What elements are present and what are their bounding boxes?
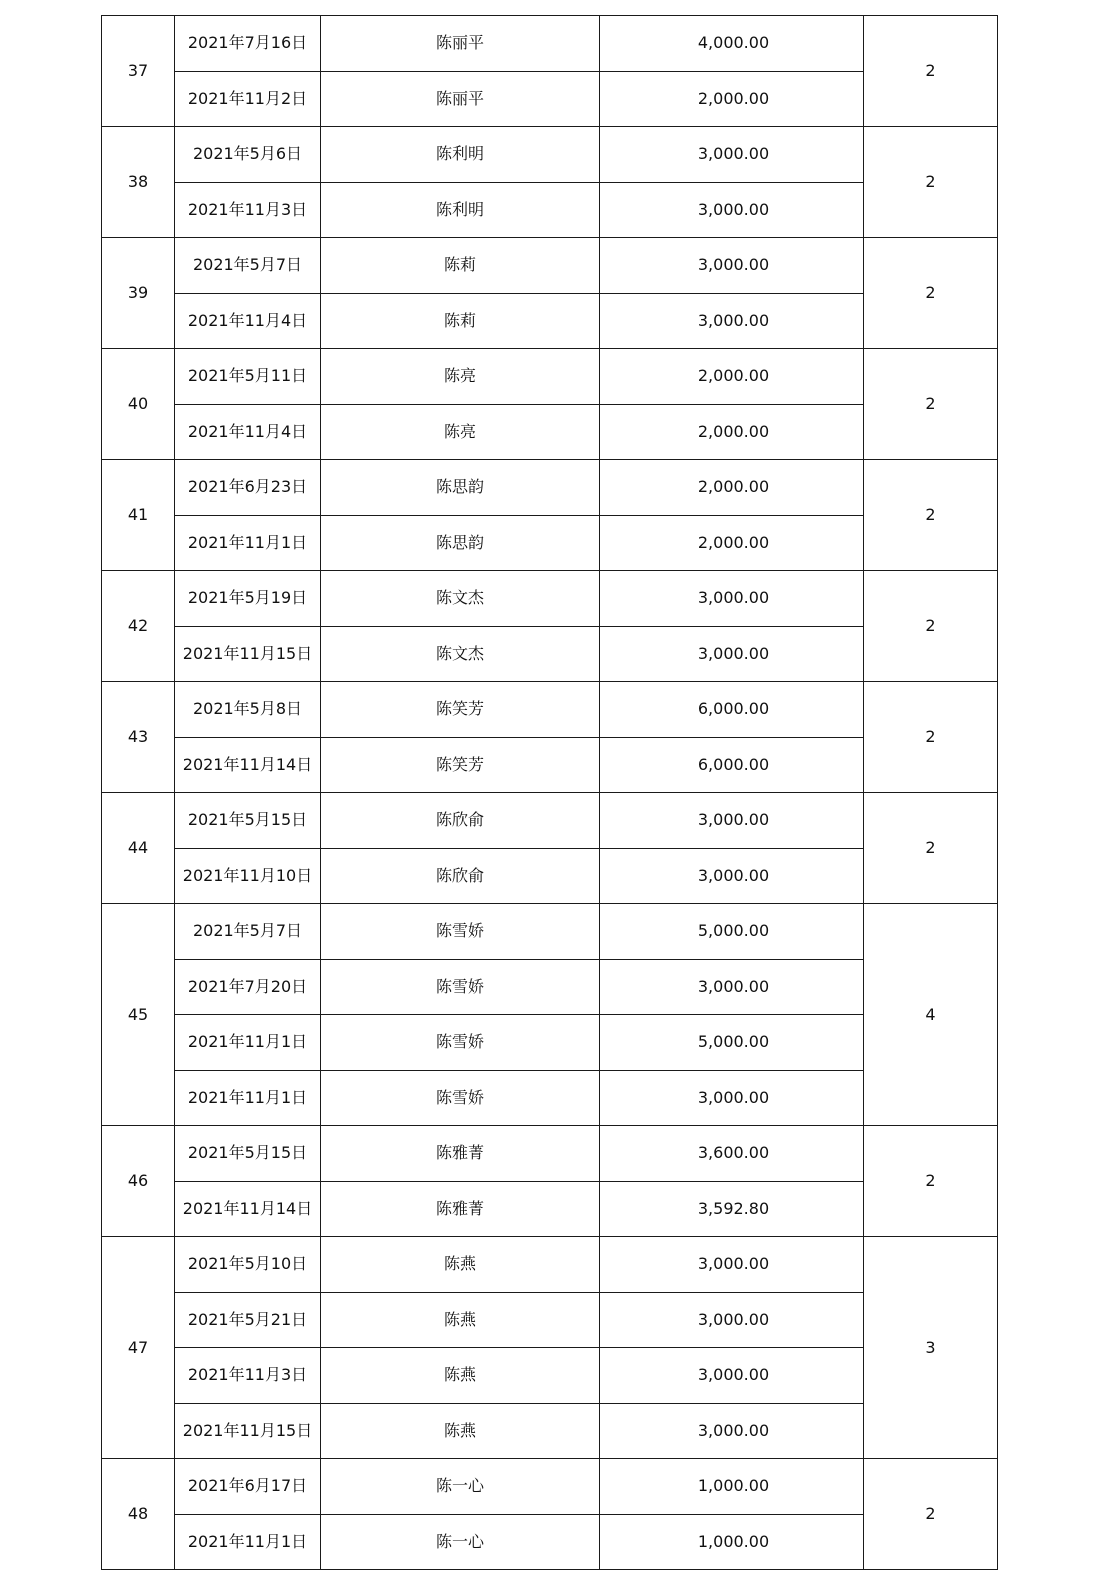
amount-cell: 3,592.80	[600, 1181, 864, 1237]
table-row	[102, 127, 998, 183]
table-row	[102, 571, 998, 627]
date-cell: 2021年11月1日	[175, 515, 321, 571]
date-cell: 2021年5月15日	[175, 1126, 321, 1182]
date-cell: 2021年5月8日	[175, 682, 321, 738]
table-row	[102, 682, 998, 738]
date-cell: 2021年11月14日	[175, 737, 321, 793]
date-cell: 2021年5月10日	[175, 1237, 321, 1293]
table-row	[102, 293, 998, 349]
table-row	[102, 1237, 998, 1293]
date-cell: 2021年11月1日	[175, 1015, 321, 1071]
date-cell: 2021年11月1日	[175, 1070, 321, 1126]
amount-cell: 3,000.00	[600, 238, 864, 294]
amount-cell: 6,000.00	[600, 737, 864, 793]
amount-cell: 3,000.00	[600, 182, 864, 238]
date-cell: 2021年11月10日	[175, 848, 321, 904]
name-cell: 陈雅菁	[321, 1181, 600, 1237]
table-row	[102, 182, 998, 238]
date-cell: 2021年11月2日	[175, 71, 321, 127]
records-table	[101, 15, 998, 1570]
date-cell: 2021年11月3日	[175, 182, 321, 238]
name-cell: 陈雪娇	[321, 1015, 600, 1071]
group-count-cell: 2	[864, 1126, 998, 1237]
name-cell: 陈雅菁	[321, 1126, 600, 1182]
name-cell: 陈思韵	[321, 460, 600, 516]
table-row	[102, 793, 998, 849]
group-count-cell: 2	[864, 349, 998, 460]
name-cell: 陈文杰	[321, 626, 600, 682]
date-cell: 2021年5月7日	[175, 238, 321, 294]
amount-cell: 3,000.00	[600, 959, 864, 1015]
date-cell: 2021年11月1日	[175, 1514, 321, 1570]
amount-cell: 5,000.00	[600, 904, 864, 960]
date-cell: 2021年11月15日	[175, 626, 321, 682]
amount-cell: 3,000.00	[600, 127, 864, 183]
group-index-cell: 43	[102, 682, 175, 793]
name-cell: 陈笑芳	[321, 737, 600, 793]
group-index-cell: 38	[102, 127, 175, 238]
group-index-cell: 47	[102, 1237, 175, 1459]
amount-cell: 3,000.00	[600, 793, 864, 849]
name-cell: 陈丽平	[321, 16, 600, 72]
table-row	[102, 848, 998, 904]
date-cell: 2021年6月17日	[175, 1459, 321, 1515]
amount-cell: 3,000.00	[600, 1348, 864, 1404]
name-cell: 陈燕	[321, 1237, 600, 1293]
name-cell: 陈燕	[321, 1348, 600, 1404]
amount-cell: 3,000.00	[600, 1237, 864, 1293]
table-row	[102, 737, 998, 793]
date-cell: 2021年5月11日	[175, 349, 321, 405]
amount-cell: 3,000.00	[600, 848, 864, 904]
name-cell: 陈利明	[321, 127, 600, 183]
name-cell: 陈文杰	[321, 571, 600, 627]
date-cell: 2021年7月16日	[175, 16, 321, 72]
amount-cell: 3,600.00	[600, 1126, 864, 1182]
table-row	[102, 1126, 998, 1182]
amount-cell: 1,000.00	[600, 1514, 864, 1570]
group-count-cell: 2	[864, 571, 998, 682]
group-index-cell: 48	[102, 1459, 175, 1570]
name-cell: 陈一心	[321, 1514, 600, 1570]
name-cell: 陈欣俞	[321, 848, 600, 904]
group-index-cell: 44	[102, 793, 175, 904]
group-count-cell: 2	[864, 238, 998, 349]
date-cell: 2021年11月14日	[175, 1181, 321, 1237]
group-count-cell: 2	[864, 793, 998, 904]
table-row	[102, 16, 998, 72]
group-index-cell: 46	[102, 1126, 175, 1237]
date-cell: 2021年11月4日	[175, 293, 321, 349]
table-row	[102, 404, 998, 460]
amount-cell: 2,000.00	[600, 71, 864, 127]
date-cell: 2021年5月19日	[175, 571, 321, 627]
group-count-cell: 2	[864, 1459, 998, 1570]
name-cell: 陈笑芳	[321, 682, 600, 738]
records-table-body	[102, 16, 998, 1570]
amount-cell: 2,000.00	[600, 349, 864, 405]
table-row	[102, 626, 998, 682]
table-row	[102, 1070, 998, 1126]
name-cell: 陈莉	[321, 293, 600, 349]
name-cell: 陈思韵	[321, 515, 600, 571]
group-count-cell: 3	[864, 1237, 998, 1459]
amount-cell: 3,000.00	[600, 1403, 864, 1459]
name-cell: 陈亮	[321, 404, 600, 460]
table-row	[102, 904, 998, 960]
amount-cell: 3,000.00	[600, 571, 864, 627]
date-cell: 2021年6月23日	[175, 460, 321, 516]
group-index-cell: 40	[102, 349, 175, 460]
amount-cell: 2,000.00	[600, 460, 864, 516]
amount-cell: 3,000.00	[600, 626, 864, 682]
group-count-cell: 2	[864, 16, 998, 127]
date-cell: 2021年11月4日	[175, 404, 321, 460]
table-row	[102, 1403, 998, 1459]
amount-cell: 1,000.00	[600, 1459, 864, 1515]
group-index-cell: 37	[102, 16, 175, 127]
name-cell: 陈雪娇	[321, 959, 600, 1015]
group-count-cell: 2	[864, 682, 998, 793]
date-cell: 2021年5月6日	[175, 127, 321, 183]
table-row	[102, 1015, 998, 1071]
amount-cell: 3,000.00	[600, 1070, 864, 1126]
date-cell: 2021年5月15日	[175, 793, 321, 849]
table-row	[102, 1181, 998, 1237]
name-cell: 陈利明	[321, 182, 600, 238]
amount-cell: 4,000.00	[600, 16, 864, 72]
name-cell: 陈丽平	[321, 71, 600, 127]
date-cell: 2021年5月21日	[175, 1292, 321, 1348]
name-cell: 陈燕	[321, 1403, 600, 1459]
group-index-cell: 45	[102, 904, 175, 1126]
name-cell: 陈亮	[321, 349, 600, 405]
group-index-cell: 42	[102, 571, 175, 682]
amount-cell: 2,000.00	[600, 404, 864, 460]
amount-cell: 2,000.00	[600, 515, 864, 571]
date-cell: 2021年11月15日	[175, 1403, 321, 1459]
table-row	[102, 1292, 998, 1348]
group-index-cell: 41	[102, 460, 175, 571]
table-row	[102, 71, 998, 127]
table-row	[102, 460, 998, 516]
table-row	[102, 349, 998, 405]
name-cell: 陈燕	[321, 1292, 600, 1348]
group-count-cell: 2	[864, 127, 998, 238]
table-row	[102, 515, 998, 571]
name-cell: 陈一心	[321, 1459, 600, 1515]
date-cell: 2021年5月7日	[175, 904, 321, 960]
table-row	[102, 238, 998, 294]
group-count-cell: 2	[864, 460, 998, 571]
amount-cell: 5,000.00	[600, 1015, 864, 1071]
name-cell: 陈雪娇	[321, 1070, 600, 1126]
amount-cell: 6,000.00	[600, 682, 864, 738]
table-row	[102, 1459, 998, 1515]
group-index-cell: 39	[102, 238, 175, 349]
date-cell: 2021年11月3日	[175, 1348, 321, 1404]
date-cell: 2021年7月20日	[175, 959, 321, 1015]
amount-cell: 3,000.00	[600, 1292, 864, 1348]
table-row	[102, 1514, 998, 1570]
group-count-cell: 4	[864, 904, 998, 1126]
table-row	[102, 959, 998, 1015]
name-cell: 陈莉	[321, 238, 600, 294]
table-row	[102, 1348, 998, 1404]
amount-cell: 3,000.00	[600, 293, 864, 349]
name-cell: 陈雪娇	[321, 904, 600, 960]
name-cell: 陈欣俞	[321, 793, 600, 849]
